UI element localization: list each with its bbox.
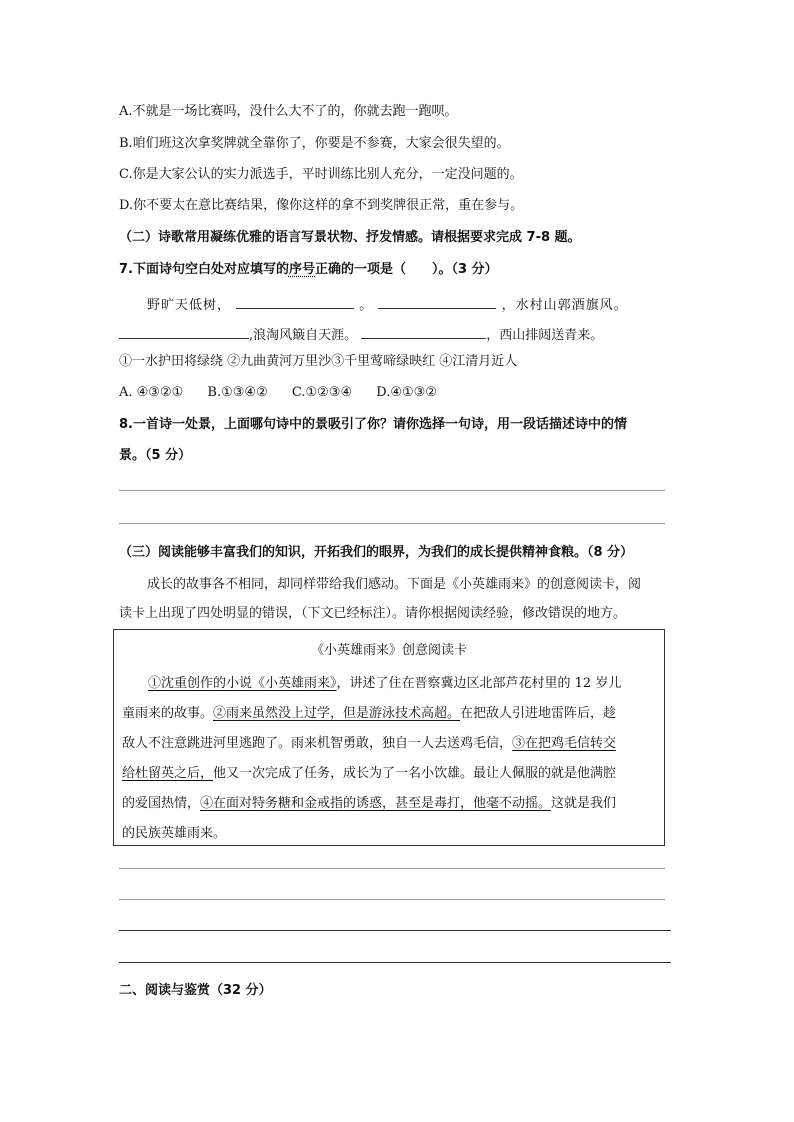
- part2-heading: 二、阅读与鉴赏（32 分）: [119, 983, 272, 998]
- section3-heading: （三）阅读能够丰富我们的知识，开拓我们的眼界，为我们的成长提供精神食粮。（8 分）: [119, 545, 634, 560]
- card-line-3: [122, 732, 616, 751]
- q7-poem-line-1: [147, 294, 628, 315]
- card-line-2-rest: 在把敌人引进地雷阵后，趁: [460, 706, 617, 721]
- q7-option-a: A. ④③②①: [119, 385, 184, 400]
- poem-fragment-4: ,浪淘风簸自天涯。: [249, 328, 358, 343]
- error-3-start: ③在把鸡毛信转交: [512, 736, 617, 751]
- q8-answer-line-2[interactable]: [119, 523, 665, 524]
- choice-d: D.你不要太在意比赛结果，像你这样的拿不到奖牌很正常，重在参与。: [119, 198, 524, 213]
- card-line-2: [122, 702, 616, 721]
- card-line-1: [148, 672, 621, 691]
- q7-dotted: 序号: [288, 262, 315, 277]
- q7-option-b: B.①③④②: [207, 385, 268, 400]
- q7-suffix: 正确的一项是（ ）。（3 分）: [315, 262, 498, 277]
- q7-prefix: 7.下面诗句空白处对应填写的: [119, 262, 289, 277]
- error-1: ①沈重创作的小说《小英雄雨来》: [148, 676, 337, 691]
- section3-answer-line-3[interactable]: [119, 930, 671, 931]
- q7-options: [119, 384, 457, 402]
- q7-option-c: C.①②③④: [291, 385, 353, 400]
- card-line-5-a: 的爱国热情，: [122, 796, 201, 811]
- q8-line-1: 8.一首诗一处景，上面哪句诗中的景吸引了你？请你选择一句诗，用一段话描述诗中的情: [119, 417, 627, 432]
- q7-question: [119, 261, 498, 279]
- reading-card-title: 《小英雄雨来》创意阅读卡: [310, 643, 467, 658]
- section3-answer-line-4[interactable]: [119, 962, 671, 963]
- card-line-4: [122, 762, 616, 781]
- card-line-5-rest: 这就是我们: [551, 796, 617, 811]
- error-4: ④在面对特务糖和金戒指的诱惑，甚至是毒打，他毫不动摇。: [200, 796, 552, 811]
- poem-fragment-1: 野旷天低树，: [147, 298, 232, 313]
- choice-b: B.咱们班这次拿奖牌就全靠你了，你要是不参赛，大家会很失望的。: [119, 136, 510, 151]
- q7-option-d: D.④①③②: [376, 385, 437, 400]
- answer-blank-3[interactable]: [119, 324, 249, 339]
- card-line-4-rest: 他又一次完成了任务，成长为了一名小饮雄。最让人佩服的就是他满腔: [213, 766, 617, 781]
- choice-a: A.不就是一场比赛吗，没什么大不了的，你就去跑一跑呗。: [119, 104, 458, 119]
- choice-c: C.你是大家公认的实力派选手，平时训练比别人充分，一定没问题的。: [119, 167, 523, 182]
- card-line-3-a: 敌人不注意跳进河里逃跑了。雨来机智勇敢，独自一人去送鸡毛信，: [122, 736, 513, 751]
- error-2: ②雨来虽然没上过学，但是游泳技术高超。: [213, 706, 461, 721]
- q8-line-2: 景。（5 分）: [119, 448, 192, 463]
- card-line-5: [122, 792, 616, 811]
- section2-heading: （二）诗歌常用凝练优雅的语言写景状物、抒发情感。请根据要求完成 7-8 题。: [119, 230, 581, 245]
- poem-fragment-2: 。: [359, 298, 374, 313]
- poem-fragment-3: ，水村山郭酒旗风。: [501, 298, 628, 313]
- poem-fragment-5: ，西山排闼送青来。: [486, 328, 604, 343]
- error-3-end: 给杜留英之后，: [122, 766, 214, 781]
- q7-items: ①一水护田将绿绕 ②九曲黄河万里沙③千里莺啼绿映红 ④江清月近人: [119, 354, 518, 369]
- section3-answer-line-1[interactable]: [119, 868, 665, 869]
- answer-blank-1[interactable]: [236, 294, 354, 309]
- answer-blank-2[interactable]: [378, 294, 496, 309]
- answer-blank-4[interactable]: [361, 324, 486, 339]
- card-line-1-rest: ，讲述了住在晋察冀边区北部芦花村里的 12 岁儿: [336, 676, 622, 691]
- q7-poem-line-2: [119, 324, 603, 345]
- section3-answer-line-2[interactable]: [119, 899, 665, 900]
- card-line-6: 的民族英雄雨来。: [122, 826, 227, 841]
- reading-card: [113, 629, 665, 846]
- q8-answer-line-1[interactable]: [119, 490, 665, 491]
- card-line-2-a: 童雨来的故事。: [122, 706, 214, 721]
- section3-intro-1: 成长的故事各不相同，却同样带给我们感动。下面是《小英雄雨来》的创意阅读卡，阅: [147, 577, 642, 592]
- section3-intro-2: 读卡上出现了四处明显的错误，（下文已经标注）。请你根据阅读经验，修改错误的地方。: [119, 606, 627, 621]
